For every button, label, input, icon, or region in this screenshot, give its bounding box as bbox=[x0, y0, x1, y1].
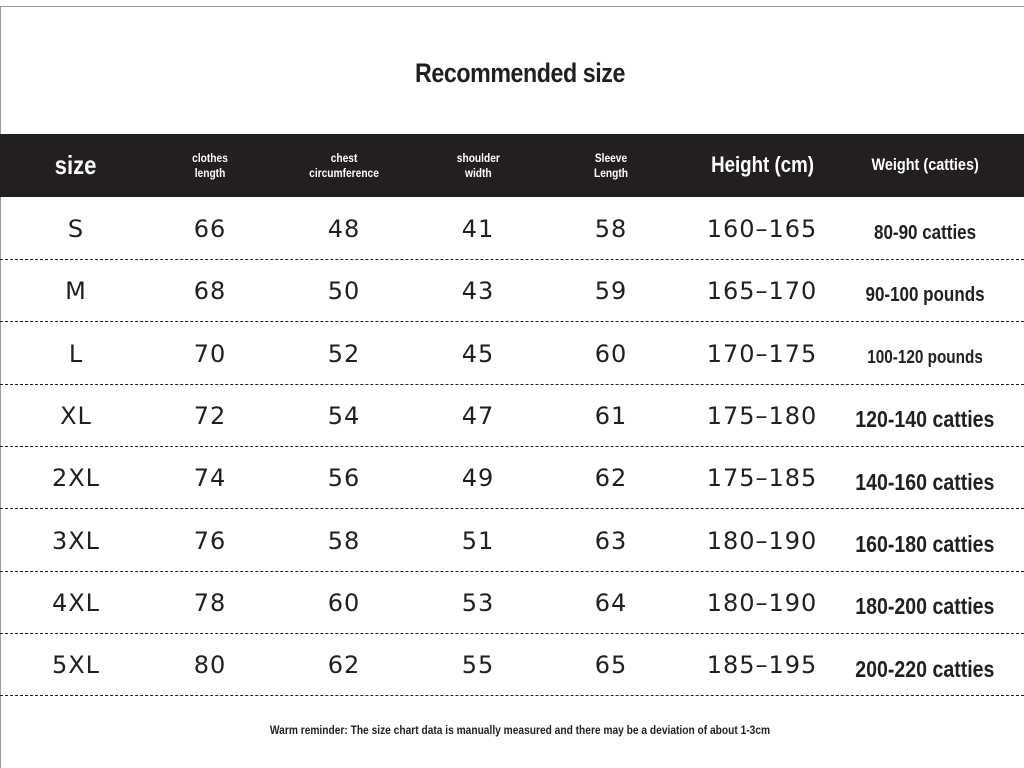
table-row bbox=[0, 323, 1024, 385]
cell-chest-circumference: 58 bbox=[327, 526, 361, 555]
cell-weight: 180-200 catties bbox=[855, 593, 995, 620]
cell-clothes-length: 66 bbox=[193, 215, 227, 243]
cell-sleeve-length: 65 bbox=[594, 651, 628, 680]
cell-weight: 80-90 catties bbox=[873, 221, 977, 244]
cell-shoulder-width: 41 bbox=[461, 215, 495, 243]
cell-clothes-length: 78 bbox=[193, 588, 227, 617]
header-col-weight bbox=[830, 134, 1020, 197]
cell-sleeve-length: 60 bbox=[594, 339, 628, 368]
cell-sleeve-length: 59 bbox=[594, 277, 628, 306]
cell-height: 160–165 bbox=[706, 215, 818, 243]
header-col-clothes-length bbox=[150, 134, 270, 197]
cell-size: L bbox=[68, 339, 84, 368]
cell-weight: 160-180 catties bbox=[855, 531, 995, 557]
cell-height: 175–185 bbox=[706, 464, 818, 493]
header-col-shoulder-width bbox=[418, 134, 538, 197]
cell-chest-circumference: 52 bbox=[327, 339, 361, 368]
cell-shoulder-width: 47 bbox=[461, 401, 495, 430]
cell-shoulder-width: 55 bbox=[461, 651, 495, 680]
cell-shoulder-width: 49 bbox=[461, 464, 495, 493]
header-label: chest circumference bbox=[309, 151, 379, 180]
cell-size: XL bbox=[60, 401, 92, 430]
header-label: shoulder width bbox=[456, 151, 500, 180]
cell-height: 180–190 bbox=[706, 526, 818, 555]
cell-height: 165–170 bbox=[706, 277, 818, 306]
header-label: clothes length bbox=[192, 151, 228, 180]
cell-clothes-length: 72 bbox=[193, 401, 227, 430]
chart-title: Recommended size bbox=[415, 58, 625, 88]
cell-size: 2XL bbox=[51, 464, 101, 493]
table-header bbox=[0, 134, 1024, 197]
cell-chest-circumference: 56 bbox=[327, 464, 361, 493]
cell-size: S bbox=[67, 215, 85, 243]
table-row bbox=[0, 634, 1024, 696]
warm-reminder-note: Warm reminder: The size chart data is manually measured and there may be a deviation of about 1-3cm bbox=[269, 723, 771, 737]
cell-clothes-length: 68 bbox=[193, 277, 227, 306]
cell-shoulder-width: 43 bbox=[461, 277, 495, 306]
cell-shoulder-width: 45 bbox=[461, 339, 495, 368]
cell-shoulder-width: 51 bbox=[461, 526, 495, 555]
header-label: Sleeve Length bbox=[594, 151, 628, 180]
cell-sleeve-length: 58 bbox=[594, 215, 628, 243]
header-col-height bbox=[677, 134, 847, 197]
cell-weight: 140-160 catties bbox=[855, 468, 995, 495]
cell-clothes-length: 70 bbox=[193, 339, 227, 368]
cell-chest-circumference: 60 bbox=[327, 588, 361, 617]
cell-weight: 90-100 pounds bbox=[865, 283, 985, 306]
cell-size: M bbox=[65, 277, 87, 306]
cell-chest-circumference: 50 bbox=[327, 277, 361, 306]
table-row bbox=[0, 385, 1024, 447]
cell-size: 4XL bbox=[51, 588, 101, 617]
cell-chest-circumference: 48 bbox=[327, 215, 361, 243]
cell-size: 5XL bbox=[51, 651, 101, 680]
header-label: Height (cm) bbox=[710, 152, 814, 178]
cell-height: 180–190 bbox=[706, 588, 818, 617]
cell-clothes-length: 80 bbox=[193, 651, 227, 680]
cell-height: 175–180 bbox=[706, 401, 818, 430]
cell-chest-circumference: 54 bbox=[327, 401, 361, 430]
cell-sleeve-length: 64 bbox=[594, 588, 628, 617]
cell-sleeve-length: 62 bbox=[594, 464, 628, 493]
table-row bbox=[0, 260, 1024, 322]
table-row bbox=[0, 510, 1024, 572]
table-row bbox=[0, 198, 1024, 260]
cell-height: 170–175 bbox=[706, 339, 818, 368]
cell-weight: 100-120 pounds bbox=[867, 347, 983, 368]
cell-clothes-length: 74 bbox=[193, 464, 227, 493]
header-col-sleeve-length bbox=[551, 134, 671, 197]
cell-chest-circumference: 62 bbox=[327, 651, 361, 680]
table-row bbox=[0, 572, 1024, 634]
cell-sleeve-length: 61 bbox=[594, 401, 628, 430]
header-label: size bbox=[55, 149, 97, 180]
cell-shoulder-width: 53 bbox=[461, 588, 495, 617]
header-col-size bbox=[6, 134, 146, 197]
cell-size: 3XL bbox=[51, 526, 101, 555]
cell-weight: 120-140 catties bbox=[855, 406, 995, 433]
table-row bbox=[0, 447, 1024, 509]
cell-height: 185–195 bbox=[706, 651, 818, 680]
cell-weight: 200-220 catties bbox=[855, 655, 995, 682]
header-col-chest-circumference bbox=[274, 134, 414, 197]
header-label: Weight (catties) bbox=[871, 155, 979, 175]
cell-sleeve-length: 63 bbox=[594, 526, 628, 555]
cell-clothes-length: 76 bbox=[193, 526, 227, 555]
